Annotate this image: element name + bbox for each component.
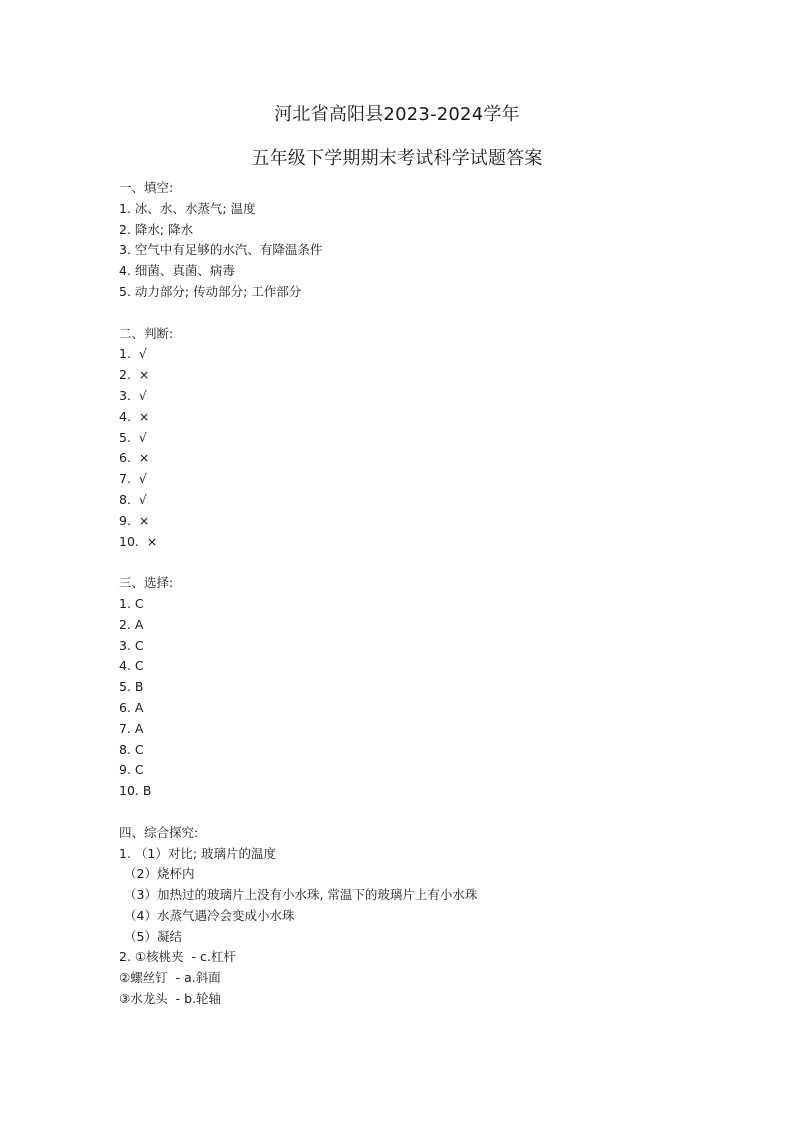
fill-answer-2: 2. 降水; 降水 <box>119 221 194 237</box>
judge-answer-8: 8. √ <box>119 491 147 507</box>
choice-answer-8: 8. C <box>119 741 144 757</box>
choice-answer-4: 4. C <box>119 658 144 674</box>
choice-answer-10: 10. B <box>119 783 152 799</box>
blank-line <box>119 303 739 324</box>
explore-q1-part-1: 1. （1）对比; 玻璃片的温度 <box>119 845 277 861</box>
answer-body <box>119 178 739 1010</box>
judge-answer-6: 6. × <box>119 450 150 466</box>
judge-answer-10: 10. × <box>119 533 158 549</box>
section-heading-judge: 二、判断: <box>119 325 174 341</box>
choice-answer-6: 6. A <box>119 699 144 715</box>
document-title-line-1: 河北省高阳县2023-2024学年 <box>274 104 520 125</box>
blank-line <box>119 802 739 823</box>
section-heading-explore: 四、综合探究: <box>119 824 199 840</box>
explore-q2-match-2: ②螺丝钉 - a.斜面 <box>119 970 221 986</box>
choice-answer-5: 5. B <box>119 679 144 695</box>
blank-line <box>119 552 739 573</box>
fill-answer-4: 4. 细菌、真菌、病毒 <box>119 263 235 279</box>
choice-answer-1: 1. C <box>119 595 144 611</box>
fill-answer-3: 3. 空气中有足够的水汽、有降温条件 <box>119 242 323 258</box>
choice-answer-2: 2. A <box>119 616 144 632</box>
judge-answer-9: 9. × <box>119 512 150 528</box>
explore-q1-part-2: （2）烧杯内 <box>124 866 195 882</box>
choice-answer-3: 3. C <box>119 637 144 653</box>
judge-answer-2: 2. × <box>119 367 150 383</box>
explore-q1-part-4: （4）水蒸气遇冷会变成小水珠 <box>124 907 295 923</box>
fill-answer-5: 5. 动力部分; 传动部分; 工作部分 <box>119 283 302 299</box>
judge-answer-3: 3. √ <box>119 387 147 403</box>
explore-q1-part-5: （5）凝结 <box>124 928 182 944</box>
document-title-line-2: 五年级下学期期末考试科学试题答案 <box>251 148 543 169</box>
section-heading-choice: 三、选择: <box>119 575 174 591</box>
fill-answer-1: 1. 冰、水、水蒸气; 温度 <box>119 200 256 216</box>
judge-answer-4: 4. × <box>119 408 150 424</box>
choice-answer-7: 7. A <box>119 720 144 736</box>
judge-answer-7: 7. √ <box>119 471 147 487</box>
judge-answer-5: 5. √ <box>119 429 147 445</box>
explore-q2-match-3: ③水龙头 - b.轮轴 <box>119 991 222 1007</box>
choice-answer-9: 9. C <box>119 762 144 778</box>
section-heading-fill: 一、填空: <box>119 180 174 195</box>
explore-q2-match-1: 2. ①核桃夹 - c.杠杆 <box>119 949 236 965</box>
explore-q1-part-3: （3）加热过的玻璃片上没有小水珠, 常温下的玻璃片上有小水珠 <box>124 887 478 903</box>
judge-answer-1: 1. √ <box>119 346 147 362</box>
